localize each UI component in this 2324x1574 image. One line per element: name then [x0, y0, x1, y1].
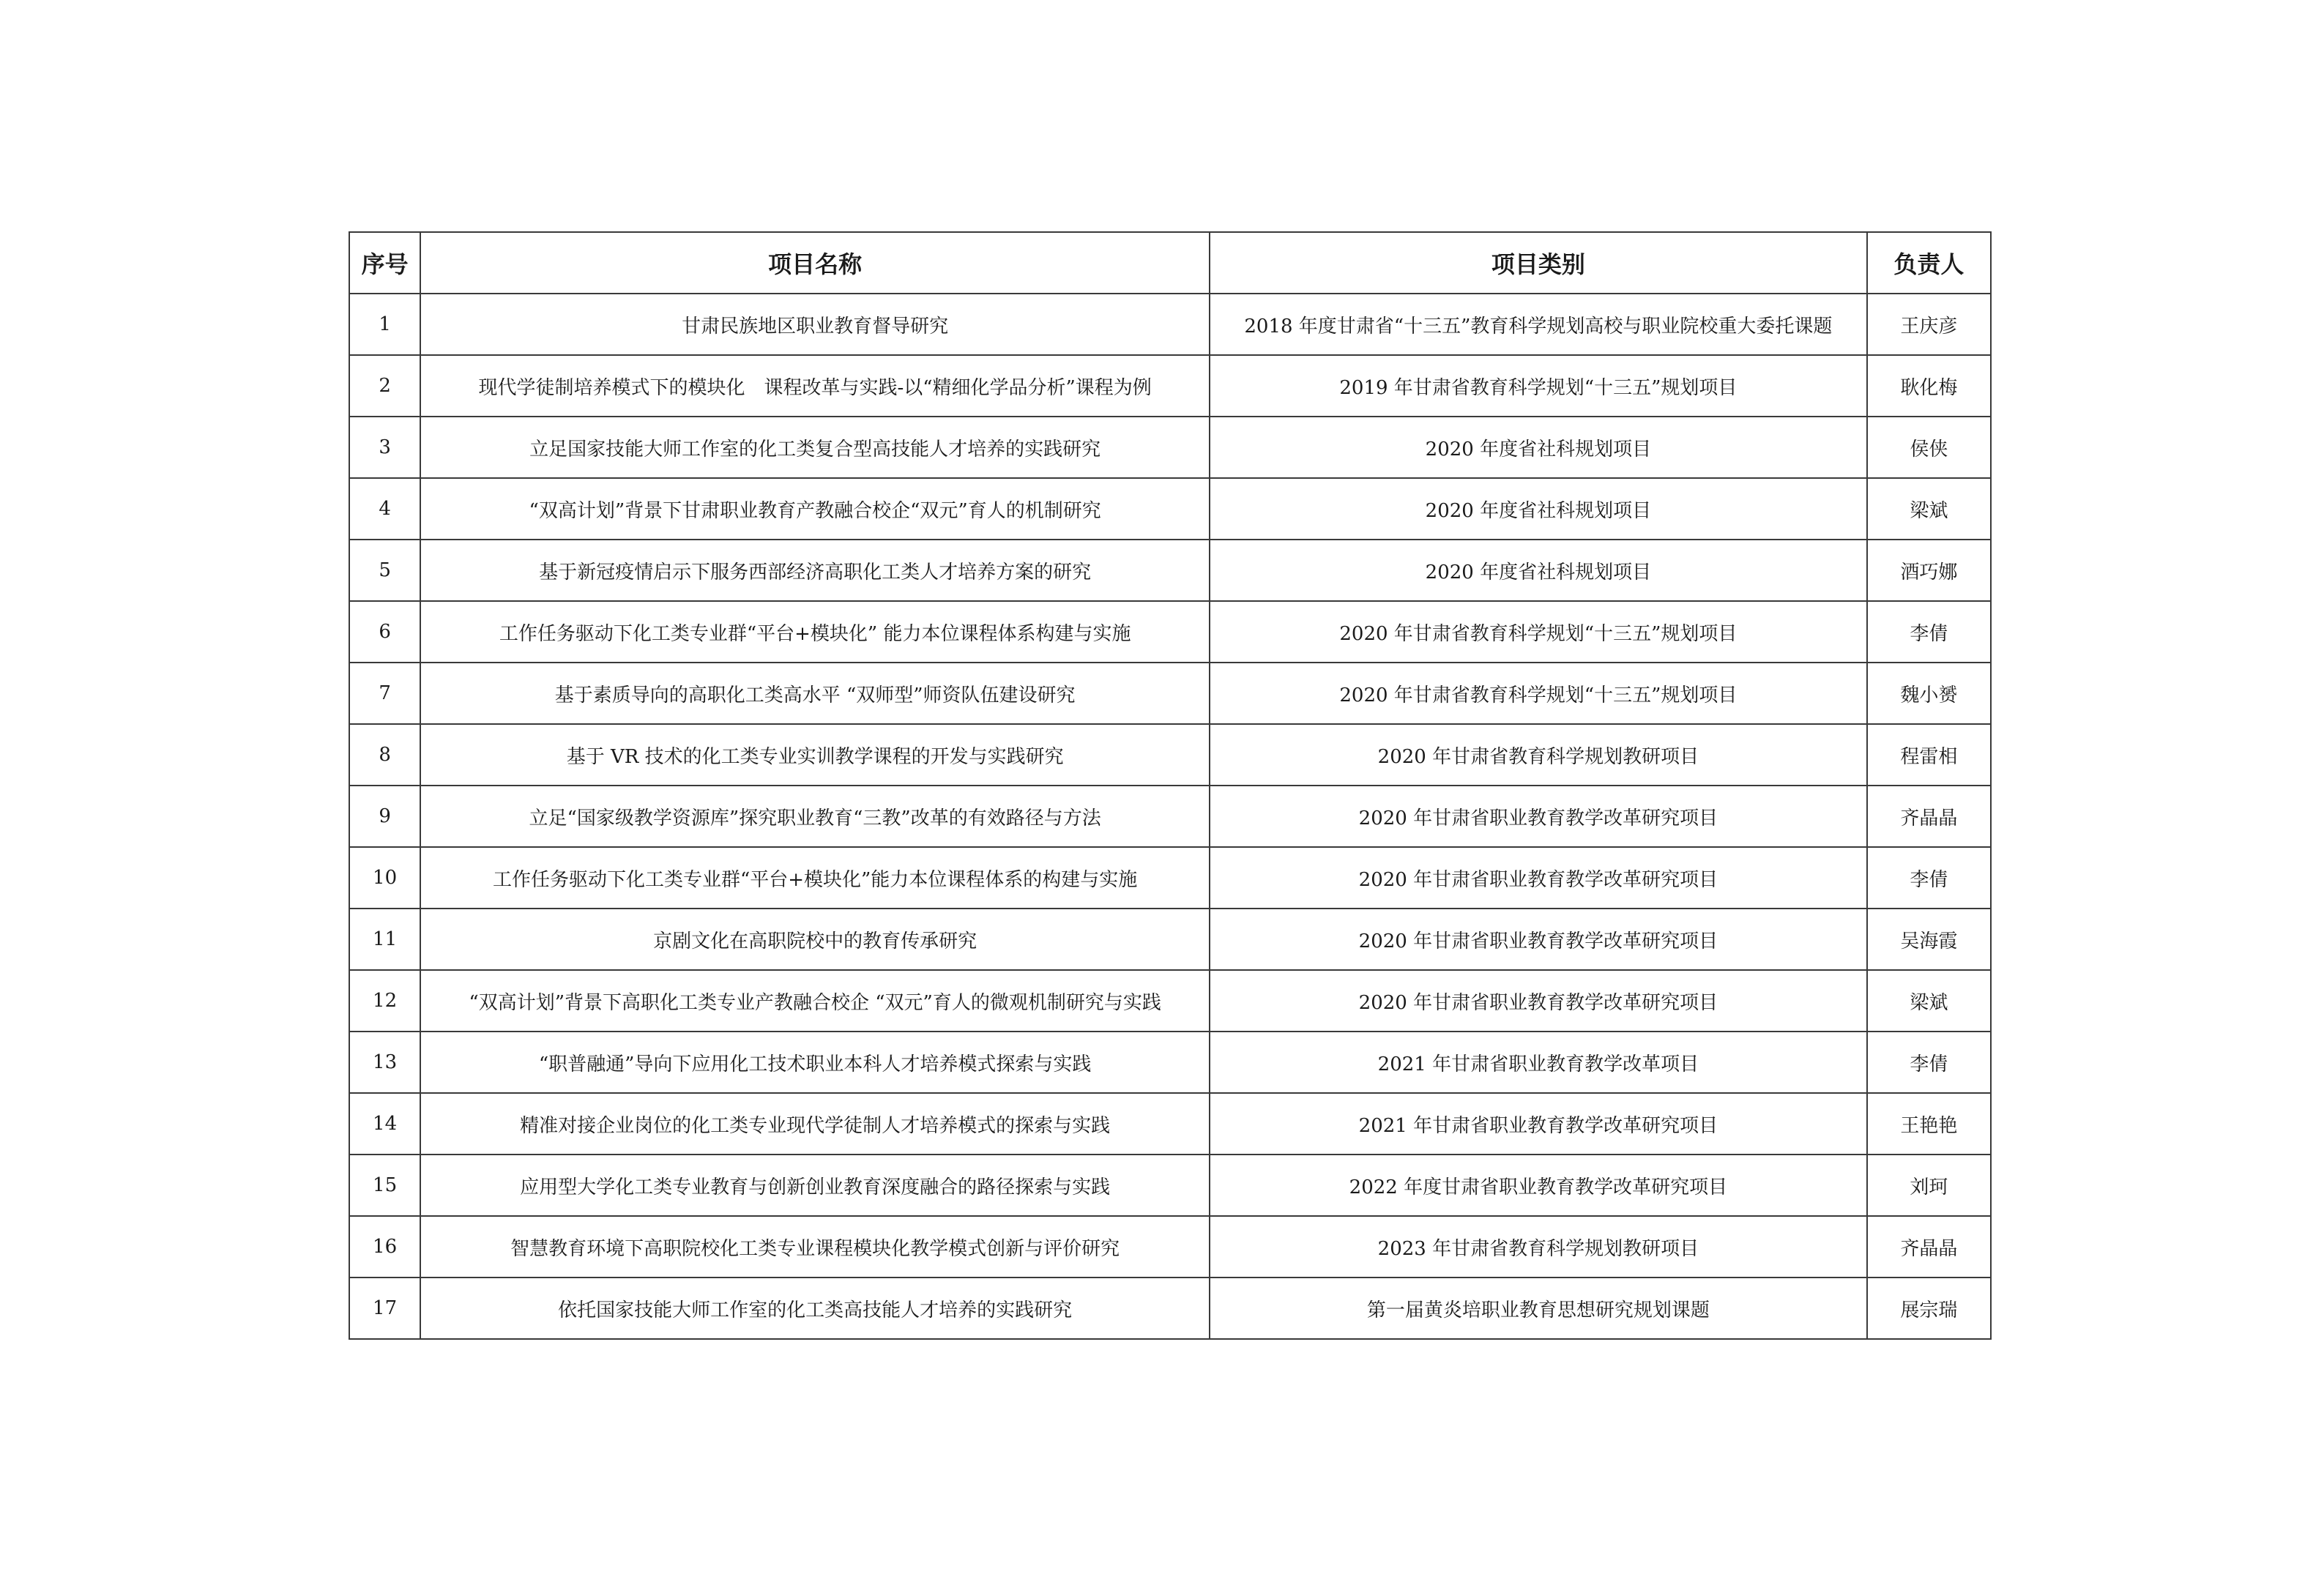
table-row [349, 417, 1991, 478]
cell-serial-number: 13 [349, 1032, 420, 1093]
cell-project-name: “双高计划”背景下甘肃职业教育产教融合校企“双元”育人的机制研究 [420, 478, 1210, 540]
cell-project-name: 工作任务驱动下化工类专业群“平台+模块化” 能力本位课程体系构建与实施 [420, 601, 1210, 663]
cell-leader: 刘珂 [1867, 1155, 1991, 1216]
cell-serial-number: 5 [349, 540, 420, 601]
table-row [349, 1032, 1991, 1093]
cell-leader: 吴海霞 [1867, 909, 1991, 970]
cell-project-name: 应用型大学化工类专业教育与创新创业教育深度融合的路径探索与实践 [420, 1155, 1210, 1216]
header-project-category: 项目类别 [1210, 232, 1867, 294]
cell-leader: 王庆彦 [1867, 294, 1991, 355]
cell-project-category: 2020 年甘肃省教育科学规划教研项目 [1210, 724, 1867, 786]
cell-project-category: 2020 年度省社科规划项目 [1210, 478, 1867, 540]
cell-project-name: 立足“国家级教学资源库”探究职业教育“三教”改革的有效路径与方法 [420, 786, 1210, 847]
cell-serial-number: 4 [349, 478, 420, 540]
cell-project-name: 依托国家技能大师工作室的化工类高技能人才培养的实践研究 [420, 1278, 1210, 1339]
cell-project-category: 第一届黄炎培职业教育思想研究规划课题 [1210, 1278, 1867, 1339]
cell-project-name: 基于新冠疫情启示下服务西部经济高职化工类人才培养方案的研究 [420, 540, 1210, 601]
table-row [349, 847, 1991, 909]
cell-serial-number: 11 [349, 909, 420, 970]
cell-serial-number: 1 [349, 294, 420, 355]
cell-project-category: 2021 年甘肃省职业教育教学改革项目 [1210, 1032, 1867, 1093]
cell-leader: 齐晶晶 [1867, 1216, 1991, 1278]
cell-project-category: 2020 年度省社科规划项目 [1210, 540, 1867, 601]
header-serial-number: 序号 [349, 232, 420, 294]
table-row [349, 909, 1991, 970]
cell-project-category: 2018 年度甘肃省“十三五”教育科学规划高校与职业院校重大委托课题 [1210, 294, 1867, 355]
table-row [349, 1093, 1991, 1155]
cell-project-category: 2022 年度甘肃省职业教育教学改革研究项目 [1210, 1155, 1867, 1216]
cell-serial-number: 7 [349, 663, 420, 724]
cell-project-name: 甘肃民族地区职业教育督导研究 [420, 294, 1210, 355]
cell-project-category: 2020 年甘肃省教育科学规划“十三五”规划项目 [1210, 601, 1867, 663]
cell-serial-number: 17 [349, 1278, 420, 1339]
cell-project-category: 2020 年甘肃省教育科学规划“十三五”规划项目 [1210, 663, 1867, 724]
cell-project-category: 2020 年甘肃省职业教育教学改革研究项目 [1210, 909, 1867, 970]
table-row [349, 786, 1991, 847]
cell-leader: 魏小赟 [1867, 663, 1991, 724]
cell-project-name: “职普融通”导向下应用化工技术职业本科人才培养模式探索与实践 [420, 1032, 1210, 1093]
table-row [349, 355, 1991, 417]
cell-leader: 梁斌 [1867, 478, 1991, 540]
cell-leader: 李倩 [1867, 1032, 1991, 1093]
cell-serial-number: 12 [349, 970, 420, 1032]
cell-leader: 王艳艳 [1867, 1093, 1991, 1155]
cell-serial-number: 9 [349, 786, 420, 847]
cell-serial-number: 2 [349, 355, 420, 417]
cell-leader: 耿化梅 [1867, 355, 1991, 417]
cell-leader: 酒巧娜 [1867, 540, 1991, 601]
cell-serial-number: 6 [349, 601, 420, 663]
cell-leader: 侯侠 [1867, 417, 1991, 478]
cell-project-name: 京剧文化在高职院校中的教育传承研究 [420, 909, 1210, 970]
cell-leader: 李倩 [1867, 601, 1991, 663]
cell-project-category: 2021 年甘肃省职业教育教学改革研究项目 [1210, 1093, 1867, 1155]
cell-serial-number: 10 [349, 847, 420, 909]
cell-leader: 展宗瑞 [1867, 1278, 1991, 1339]
cell-leader: 梁斌 [1867, 970, 1991, 1032]
cell-leader: 齐晶晶 [1867, 786, 1991, 847]
cell-project-name: 工作任务驱动下化工类专业群“平台+模块化”能力本位课程体系的构建与实施 [420, 847, 1210, 909]
table-row [349, 478, 1991, 540]
cell-serial-number: 16 [349, 1216, 420, 1278]
cell-serial-number: 8 [349, 724, 420, 786]
cell-project-name: 现代学徒制培养模式下的模块化 课程改革与实践-以“精细化学品分析”课程为例 [420, 355, 1210, 417]
project-table [349, 231, 1992, 1340]
cell-serial-number: 3 [349, 417, 420, 478]
cell-project-category: 2019 年甘肃省教育科学规划“十三五”规划项目 [1210, 355, 1867, 417]
table-row [349, 1216, 1991, 1278]
cell-project-category: 2020 年甘肃省职业教育教学改革研究项目 [1210, 786, 1867, 847]
cell-project-name: 基于 VR 技术的化工类专业实训教学课程的开发与实践研究 [420, 724, 1210, 786]
cell-project-category: 2020 年度省社科规划项目 [1210, 417, 1867, 478]
cell-project-name: 基于素质导向的高职化工类高水平 “双师型”师资队伍建设研究 [420, 663, 1210, 724]
header-project-name: 项目名称 [420, 232, 1210, 294]
cell-leader: 李倩 [1867, 847, 1991, 909]
table-row [349, 1155, 1991, 1216]
header-leader: 负责人 [1867, 232, 1991, 294]
cell-project-category: 2020 年甘肃省职业教育教学改革研究项目 [1210, 847, 1867, 909]
table-body [349, 294, 1991, 1339]
cell-project-name: 精准对接企业岗位的化工类专业现代学徒制人才培养模式的探索与实践 [420, 1093, 1210, 1155]
table-row [349, 540, 1991, 601]
cell-leader: 程雷相 [1867, 724, 1991, 786]
cell-serial-number: 14 [349, 1093, 420, 1155]
cell-project-category: 2023 年甘肃省教育科学规划教研项目 [1210, 1216, 1867, 1278]
cell-project-name: 智慧教育环境下高职院校化工类专业课程模块化教学模式创新与评价研究 [420, 1216, 1210, 1278]
table-row [349, 970, 1991, 1032]
cell-project-name: “双高计划”背景下高职化工类专业产教融合校企 “双元”育人的微观机制研究与实践 [420, 970, 1210, 1032]
table-row [349, 294, 1991, 355]
table-row [349, 1278, 1991, 1339]
table-row [349, 663, 1991, 724]
table-header-row [349, 232, 1991, 294]
cell-project-category: 2020 年甘肃省职业教育教学改革研究项目 [1210, 970, 1867, 1032]
cell-serial-number: 15 [349, 1155, 420, 1216]
cell-project-name: 立足国家技能大师工作室的化工类复合型高技能人才培养的实践研究 [420, 417, 1210, 478]
table-row [349, 724, 1991, 786]
table-row [349, 601, 1991, 663]
